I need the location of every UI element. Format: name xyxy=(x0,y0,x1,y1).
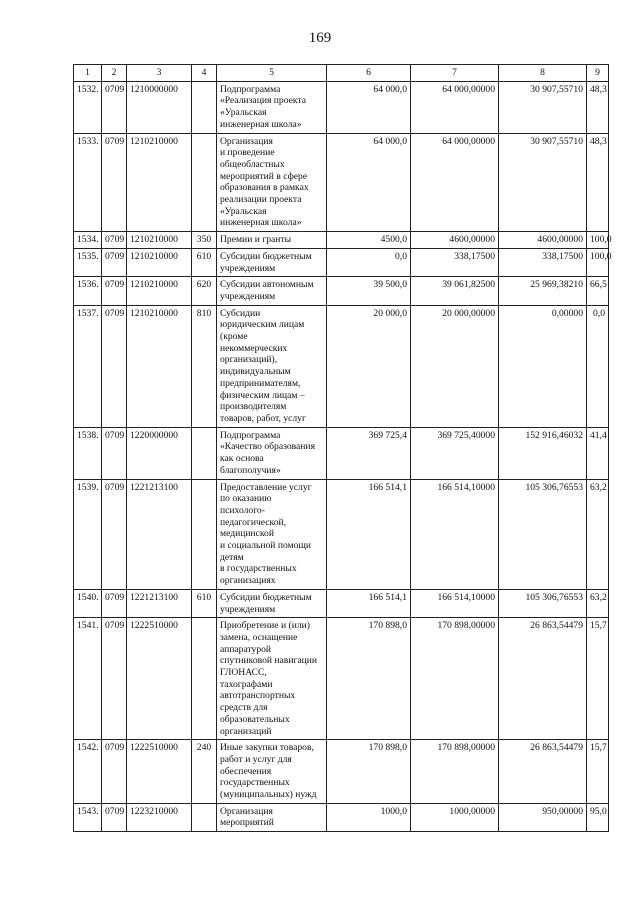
executed-amount: 26 863,54479 xyxy=(499,740,587,804)
expense-type xyxy=(192,81,217,133)
approved-amount: 39 500,0 xyxy=(327,277,411,305)
execution-percent: 100,0 xyxy=(587,248,609,276)
executed-amount: 4600,00000 xyxy=(499,232,587,249)
approved-amount: 20 000,0 xyxy=(327,305,411,427)
refined-amount: 369 725,40000 xyxy=(411,427,499,479)
execution-percent: 66,5 xyxy=(587,277,609,305)
section-code: 0709 xyxy=(102,740,127,804)
expense-type: 610 xyxy=(192,589,217,617)
execution-percent: 0,0 xyxy=(587,305,609,427)
row-number: 1534. xyxy=(74,232,102,249)
item-name: Подпрограмма «Реализация проекта «Уральская инженерная школа» xyxy=(217,81,327,133)
section-code: 0709 xyxy=(102,232,127,249)
execution-percent: 41,4 xyxy=(587,427,609,479)
table-body xyxy=(74,81,612,831)
item-name: Субсидии автономным учреждениям xyxy=(217,277,327,305)
section-code: 0709 xyxy=(102,81,127,133)
refined-amount: 39 061,82500 xyxy=(411,277,499,305)
budget-table xyxy=(73,64,612,832)
table-row xyxy=(74,740,609,804)
target-code: 1210210000 xyxy=(127,232,192,249)
table-row xyxy=(74,589,609,617)
approved-amount: 0,0 xyxy=(327,248,411,276)
row-number: 1540. xyxy=(74,589,102,617)
executed-amount: 30 907,55710 xyxy=(499,133,587,232)
refined-amount: 64 000,00000 xyxy=(411,133,499,232)
execution-percent: 95,0 xyxy=(587,803,609,831)
target-code: 1210210000 xyxy=(127,277,192,305)
table-row xyxy=(74,427,609,479)
execution-percent: 63,2 xyxy=(587,479,609,589)
item-name: Субсидии бюджетным учреждениям xyxy=(217,589,327,617)
table-row xyxy=(74,133,609,232)
section-code: 0709 xyxy=(102,479,127,589)
expense-type: 350 xyxy=(192,232,217,249)
target-code: 1222510000 xyxy=(127,618,192,740)
target-code: 1222510000 xyxy=(127,740,192,804)
column-header-1: 1 xyxy=(74,65,102,82)
table-row xyxy=(74,81,609,133)
item-name: Премии и гранты xyxy=(217,232,327,249)
column-header-6: 6 xyxy=(327,65,411,82)
page-number: 169 xyxy=(308,30,332,46)
executed-amount: 152 916,46032 xyxy=(499,427,587,479)
execution-percent: 48,3 xyxy=(587,133,609,232)
approved-amount: 166 514,1 xyxy=(327,479,411,589)
column-header-7: 7 xyxy=(411,65,499,82)
approved-amount: 64 000,0 xyxy=(327,81,411,133)
column-header-5: 5 xyxy=(217,65,327,82)
item-name: Подпрограмма «Качество образования как основа благополучия» xyxy=(217,427,327,479)
expense-type: 610 xyxy=(192,248,217,276)
item-name: Приобретение и (или) замена, оснащение аппаратурой спутниковой навигации ГЛОНАСС, тахографами автотранспортных средств для образовательных организаций xyxy=(217,618,327,740)
section-code: 0709 xyxy=(102,803,127,831)
approved-amount: 64 000,0 xyxy=(327,133,411,232)
expense-type: 240 xyxy=(192,740,217,804)
executed-amount: 0,00000 xyxy=(499,305,587,427)
table-row xyxy=(74,248,609,276)
expense-type xyxy=(192,133,217,232)
row-number: 1543. xyxy=(74,803,102,831)
expense-type xyxy=(192,427,217,479)
execution-percent: 48,3 xyxy=(587,81,609,133)
executed-amount: 338,17500 xyxy=(499,248,587,276)
executed-amount: 105 306,76553 xyxy=(499,479,587,589)
item-name: Предоставление услуг по оказанию психолого- педагогической, медицинской и социальной помощи детям в государственных организациях xyxy=(217,479,327,589)
approved-amount: 170 898,0 xyxy=(327,740,411,804)
item-name: Иные закупки товаров, работ и услуг для обеспечения государственных (муниципальных) нужд xyxy=(217,740,327,804)
row-number: 1532. xyxy=(74,81,102,133)
approved-amount: 166 514,1 xyxy=(327,589,411,617)
column-header-4: 4 xyxy=(192,65,217,82)
section-code: 0709 xyxy=(102,133,127,232)
execution-percent: 15,7 xyxy=(587,618,609,740)
expense-type xyxy=(192,479,217,589)
refined-amount: 20 000,00000 xyxy=(411,305,499,427)
target-code: 1210210000 xyxy=(127,133,192,232)
table-row xyxy=(74,232,609,249)
refined-amount: 170 898,00000 xyxy=(411,740,499,804)
executed-amount: 25 969,38210 xyxy=(499,277,587,305)
refined-amount: 4600,00000 xyxy=(411,232,499,249)
row-number: 1535. xyxy=(74,248,102,276)
refined-amount: 64 000,00000 xyxy=(411,81,499,133)
executed-amount: 26 863,54479 xyxy=(499,618,587,740)
approved-amount: 4500,0 xyxy=(327,232,411,249)
target-code: 1223210000 xyxy=(127,803,192,831)
expense-type xyxy=(192,803,217,831)
section-code: 0709 xyxy=(102,427,127,479)
approved-amount: 1000,0 xyxy=(327,803,411,831)
item-name: Субсидии юридическим лицам (кроме некоммерческих организаций), индивидуальным предпринимателям, физическим лицам – производителям товаров, работ, услуг xyxy=(217,305,327,427)
column-header-8: 8 xyxy=(499,65,587,82)
executed-amount: 30 907,55710 xyxy=(499,81,587,133)
header-row xyxy=(74,65,609,82)
table-row xyxy=(74,305,609,427)
refined-amount: 1000,00000 xyxy=(411,803,499,831)
execution-percent: 100,0 xyxy=(587,232,609,249)
section-code: 0709 xyxy=(102,589,127,617)
refined-amount: 170 898,00000 xyxy=(411,618,499,740)
table-row xyxy=(74,479,609,589)
item-name: Субсидии бюджетным учреждениям xyxy=(217,248,327,276)
table-row xyxy=(74,618,609,740)
target-code: 1210210000 xyxy=(127,305,192,427)
row-number: 1542. xyxy=(74,740,102,804)
row-number: 1538. xyxy=(74,427,102,479)
expense-type xyxy=(192,618,217,740)
row-number: 1537. xyxy=(74,305,102,427)
section-code: 0709 xyxy=(102,618,127,740)
row-number: 1533. xyxy=(74,133,102,232)
column-header-3: 3 xyxy=(127,65,192,82)
target-code: 1221213100 xyxy=(127,589,192,617)
refined-amount: 166 514,10000 xyxy=(411,589,499,617)
item-name: Организация и проведение общеобластных мероприятий в сфере образования в рамках реализации проекта «Уральская инженерная школа» xyxy=(217,133,327,232)
target-code: 1220000000 xyxy=(127,427,192,479)
column-header-2: 2 xyxy=(102,65,127,82)
column-header-9: 9 xyxy=(587,65,609,82)
expense-type: 810 xyxy=(192,305,217,427)
executed-amount: 105 306,76553 xyxy=(499,589,587,617)
section-code: 0709 xyxy=(102,305,127,427)
approved-amount: 369 725,4 xyxy=(327,427,411,479)
table-row xyxy=(74,803,609,831)
executed-amount: 950,00000 xyxy=(499,803,587,831)
execution-percent: 63,2 xyxy=(587,589,609,617)
approved-amount: 170 898,0 xyxy=(327,618,411,740)
target-code: 1210000000 xyxy=(127,81,192,133)
refined-amount: 166 514,10000 xyxy=(411,479,499,589)
item-name: Организация мероприятий xyxy=(217,803,327,831)
target-code: 1221213100 xyxy=(127,479,192,589)
target-code: 1210210000 xyxy=(127,248,192,276)
row-number: 1539. xyxy=(74,479,102,589)
table-row xyxy=(74,277,609,305)
section-code: 0709 xyxy=(102,248,127,276)
row-number: 1536. xyxy=(74,277,102,305)
refined-amount: 338,17500 xyxy=(411,248,499,276)
row-number: 1541. xyxy=(74,618,102,740)
execution-percent: 15,7 xyxy=(587,740,609,804)
section-code: 0709 xyxy=(102,277,127,305)
expense-type: 620 xyxy=(192,277,217,305)
